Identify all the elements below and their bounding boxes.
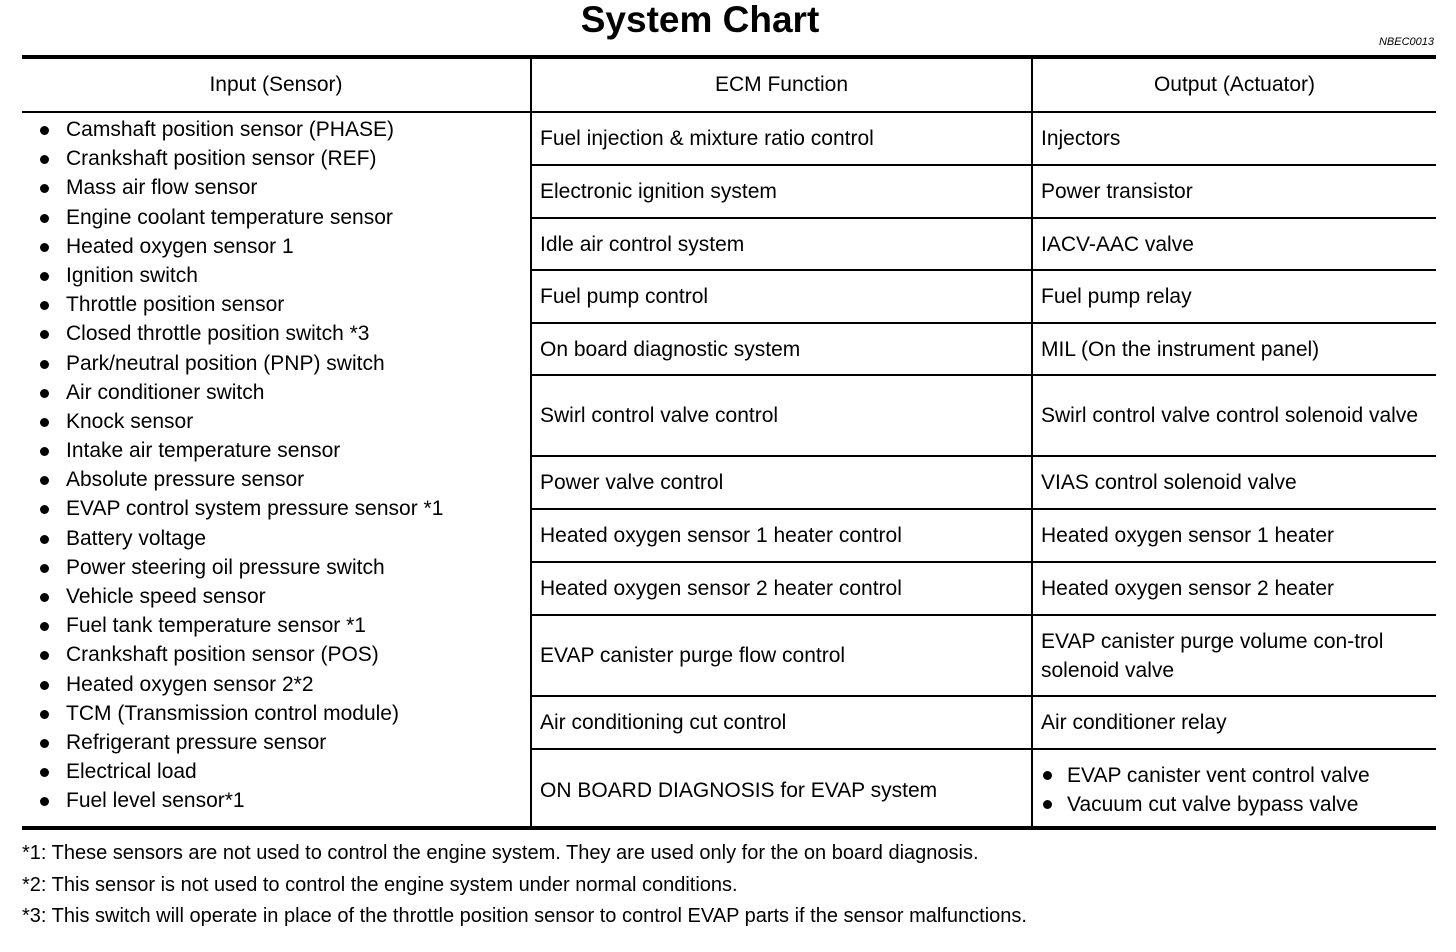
- header-function: ECM Function: [714, 73, 849, 96]
- list-item: Fuel tank temperature sensor *1: [22, 611, 530, 640]
- input-sensor-list: [22, 115, 530, 816]
- output-cell: Heated oxygen sensor 1 heater: [1041, 524, 1335, 547]
- bullet-icon: [40, 389, 49, 398]
- bullet-icon: [40, 126, 49, 135]
- bullet-icon: [1043, 771, 1052, 780]
- bullet-icon: [40, 301, 49, 310]
- table-row: [532, 457, 1436, 510]
- function-cell: On board diagnostic system: [540, 337, 801, 361]
- footnotes: [22, 838, 1436, 933]
- list-item: Camshaft position sensor (PHASE): [22, 115, 530, 144]
- output-cell: Air conditioner relay: [1041, 711, 1227, 734]
- bullet-icon: [40, 739, 49, 748]
- list-item: Ignition switch: [22, 261, 530, 290]
- bullet-icon: [40, 681, 49, 690]
- output-cell: Injectors: [1041, 127, 1121, 150]
- bullet-icon: [40, 155, 49, 164]
- bullet-icon: [40, 797, 49, 806]
- list-item: EVAP control system pressure sensor *1: [22, 494, 530, 523]
- function-cell: Power valve control: [540, 471, 724, 494]
- function-cell: Fuel pump control: [540, 285, 709, 308]
- function-cell: Heated oxygen sensor 2 heater control: [540, 577, 902, 600]
- function-cell: Swirl control valve control: [540, 404, 779, 427]
- footnote: *2: This sensor is not used to control the engine system under normal conditions.: [22, 873, 738, 896]
- output-cell: IACV-AAC valve: [1041, 232, 1194, 256]
- list-item: Refrigerant pressure sensor: [22, 728, 530, 757]
- bullet-icon: [40, 710, 49, 719]
- function-cell: Heated oxygen sensor 1 heater control: [540, 524, 902, 547]
- list-item: Absolute pressure sensor: [22, 465, 530, 494]
- function-cell: EVAP canister purge flow control: [540, 644, 846, 667]
- bullet-icon: [40, 564, 49, 573]
- list-item: Knock sensor: [22, 407, 530, 436]
- bullet-icon: [1043, 800, 1052, 809]
- output-cell: Swirl control valve control solenoid valve: [1041, 404, 1419, 427]
- list-item: Throttle position sensor: [22, 290, 530, 319]
- bullet-icon: [40, 214, 49, 223]
- page-title: System Chart: [580, 0, 820, 40]
- table-row: [532, 113, 1436, 166]
- header-output: Output (Actuator): [1153, 73, 1316, 96]
- list-item: Heated oxygen sensor 1: [22, 232, 530, 261]
- table-row: [532, 166, 1436, 219]
- list-item: Park/neutral position (PNP) switch: [22, 349, 530, 378]
- list-item: Air conditioner switch: [22, 378, 530, 407]
- table-row: [532, 697, 1436, 750]
- table-row: [532, 616, 1436, 697]
- list-item: Battery voltage: [22, 524, 530, 553]
- document-code: NBEC0013: [1378, 36, 1434, 48]
- list-item: Electrical load: [22, 757, 530, 786]
- table-row: [532, 219, 1436, 271]
- output-cell: VIAS control solenoid valve: [1041, 471, 1297, 494]
- output-cell: Power transistor: [1041, 180, 1193, 203]
- list-item: Closed throttle position switch *3: [22, 319, 530, 348]
- list-item: Fuel level sensor*1: [22, 786, 530, 815]
- column-divider: [1031, 59, 1033, 826]
- output-cell: EVAP canister purge volume con-trol solenoid valve: [1041, 629, 1384, 682]
- table-row: [532, 376, 1436, 457]
- function-cell: Fuel injection & mixture ratio control: [540, 127, 874, 150]
- table-row: [532, 563, 1436, 616]
- list-item: Power steering oil pressure switch: [22, 553, 530, 582]
- bullet-icon: [40, 184, 49, 193]
- list-item: Crankshaft position sensor (POS): [22, 640, 530, 669]
- bullet-icon: [40, 243, 49, 252]
- list-item: Crankshaft position sensor (REF): [22, 144, 530, 173]
- list-item: Vacuum cut valve bypass valve: [1041, 790, 1370, 819]
- column-divider: [530, 59, 532, 826]
- output-cell: MIL (On the instrument panel): [1041, 337, 1320, 361]
- bullet-icon: [40, 476, 49, 485]
- bullet-icon: [40, 593, 49, 602]
- output-cell: Fuel pump relay: [1041, 285, 1192, 308]
- output-cell: [1033, 750, 1436, 830]
- bullet-icon: [40, 535, 49, 544]
- list-item: Engine coolant temperature sensor: [22, 203, 530, 232]
- bullet-icon: [40, 360, 49, 369]
- table-row: [532, 271, 1436, 324]
- list-item: EVAP canister vent control valve: [1041, 761, 1370, 790]
- function-cell: Electronic ignition system: [540, 180, 777, 203]
- list-item: Heated oxygen sensor 2*2: [22, 670, 530, 699]
- bullet-icon: [40, 447, 49, 456]
- bullet-icon: [40, 505, 49, 514]
- list-item: Intake air temperature sensor: [22, 436, 530, 465]
- bullet-icon: [40, 330, 49, 339]
- bullet-icon: [40, 622, 49, 631]
- footnote: *3: This switch will operate in place of the throttle position sensor to control EVAP parts if the sensor malfunctions.: [22, 905, 1027, 927]
- list-item: TCM (Transmission control module): [22, 699, 530, 728]
- output-cell: Heated oxygen sensor 2 heater: [1041, 577, 1335, 600]
- bullet-icon: [40, 272, 49, 281]
- table-row: [532, 324, 1436, 376]
- footnote: *1: These sensors are not used to control the engine system. They are used only for the on board diagnosis.: [22, 842, 979, 864]
- function-cell: ON BOARD DIAGNOSIS for EVAP system: [540, 778, 938, 802]
- table-row: [532, 750, 1436, 830]
- list-item: Vehicle speed sensor: [22, 582, 530, 611]
- output-bullet-list: [1041, 761, 1370, 819]
- bullet-icon: [40, 768, 49, 777]
- table-row: [532, 510, 1436, 563]
- header-input: Input (Sensor): [209, 73, 343, 96]
- function-cell: Idle air control system: [540, 232, 745, 256]
- function-cell: Air conditioning cut control: [540, 711, 787, 734]
- list-item: Mass air flow sensor: [22, 173, 530, 202]
- bullet-icon: [40, 651, 49, 660]
- bullet-icon: [40, 418, 49, 427]
- system-chart-table: [22, 55, 1436, 830]
